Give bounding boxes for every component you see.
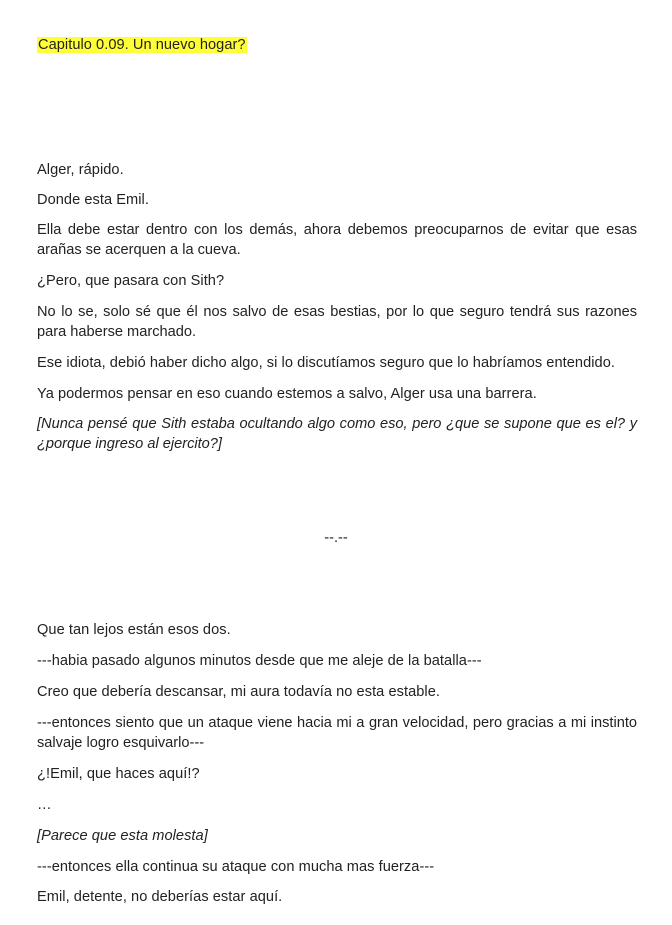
paragraph: ---habia pasado algunos minutos desde que me aleje de la batalla--- <box>37 653 482 669</box>
paragraph: Donde esta Emil. <box>37 192 149 208</box>
paragraph: Emil, detente, no deberías estar aquí. <box>37 889 283 905</box>
italic-paragraph: [Nunca pensé que Sith estaba ocultando algo como eso, pero ¿que se supone que es el? y ¿porque ingreso al ejercito?] <box>37 416 637 452</box>
paragraph: … <box>37 797 52 813</box>
chapter-title-line <box>37 35 247 55</box>
paragraph: Creo que debería descansar, mi aura todavía no esta estable. <box>37 684 440 700</box>
scene-separator: --.-- <box>324 530 348 546</box>
paragraph: Ella debe estar dentro con los demás, ahora debemos preocuparnos de evitar que esas arañas se acerquen a la cueva. <box>37 222 637 258</box>
paragraph: Ese idiota, debió haber dicho algo, si lo discutíamos seguro que lo habríamos entendido. <box>37 355 615 371</box>
paragraph: ---entonces ella continua su ataque con mucha mas fuerza--- <box>37 859 435 875</box>
paragraph: ¿Pero, que pasara con Sith? <box>37 273 225 289</box>
italic-paragraph: [Parece que esta molesta] <box>37 828 208 844</box>
paragraph: ---entonces siento que un ataque viene hacia mi a gran velocidad, pero gracias a mi instinto salvaje logro esquivarlo--- <box>37 715 637 751</box>
chapter-title: Capitulo 0.09. Un nuevo hogar? <box>38 37 246 53</box>
paragraph: Que tan lejos están esos dos. <box>37 622 231 638</box>
paragraph: Alger, rápido. <box>37 162 124 178</box>
paragraph: No lo se, solo sé que él nos salvo de esas bestias, por lo que seguro tendrá sus razones para haberse marchado. <box>37 304 637 340</box>
paragraph: Ya podermos pensar en eso cuando estemos a salvo, Alger usa una barrera. <box>37 386 537 402</box>
paragraph: ¿!Emil, que haces aquí!? <box>37 766 200 782</box>
